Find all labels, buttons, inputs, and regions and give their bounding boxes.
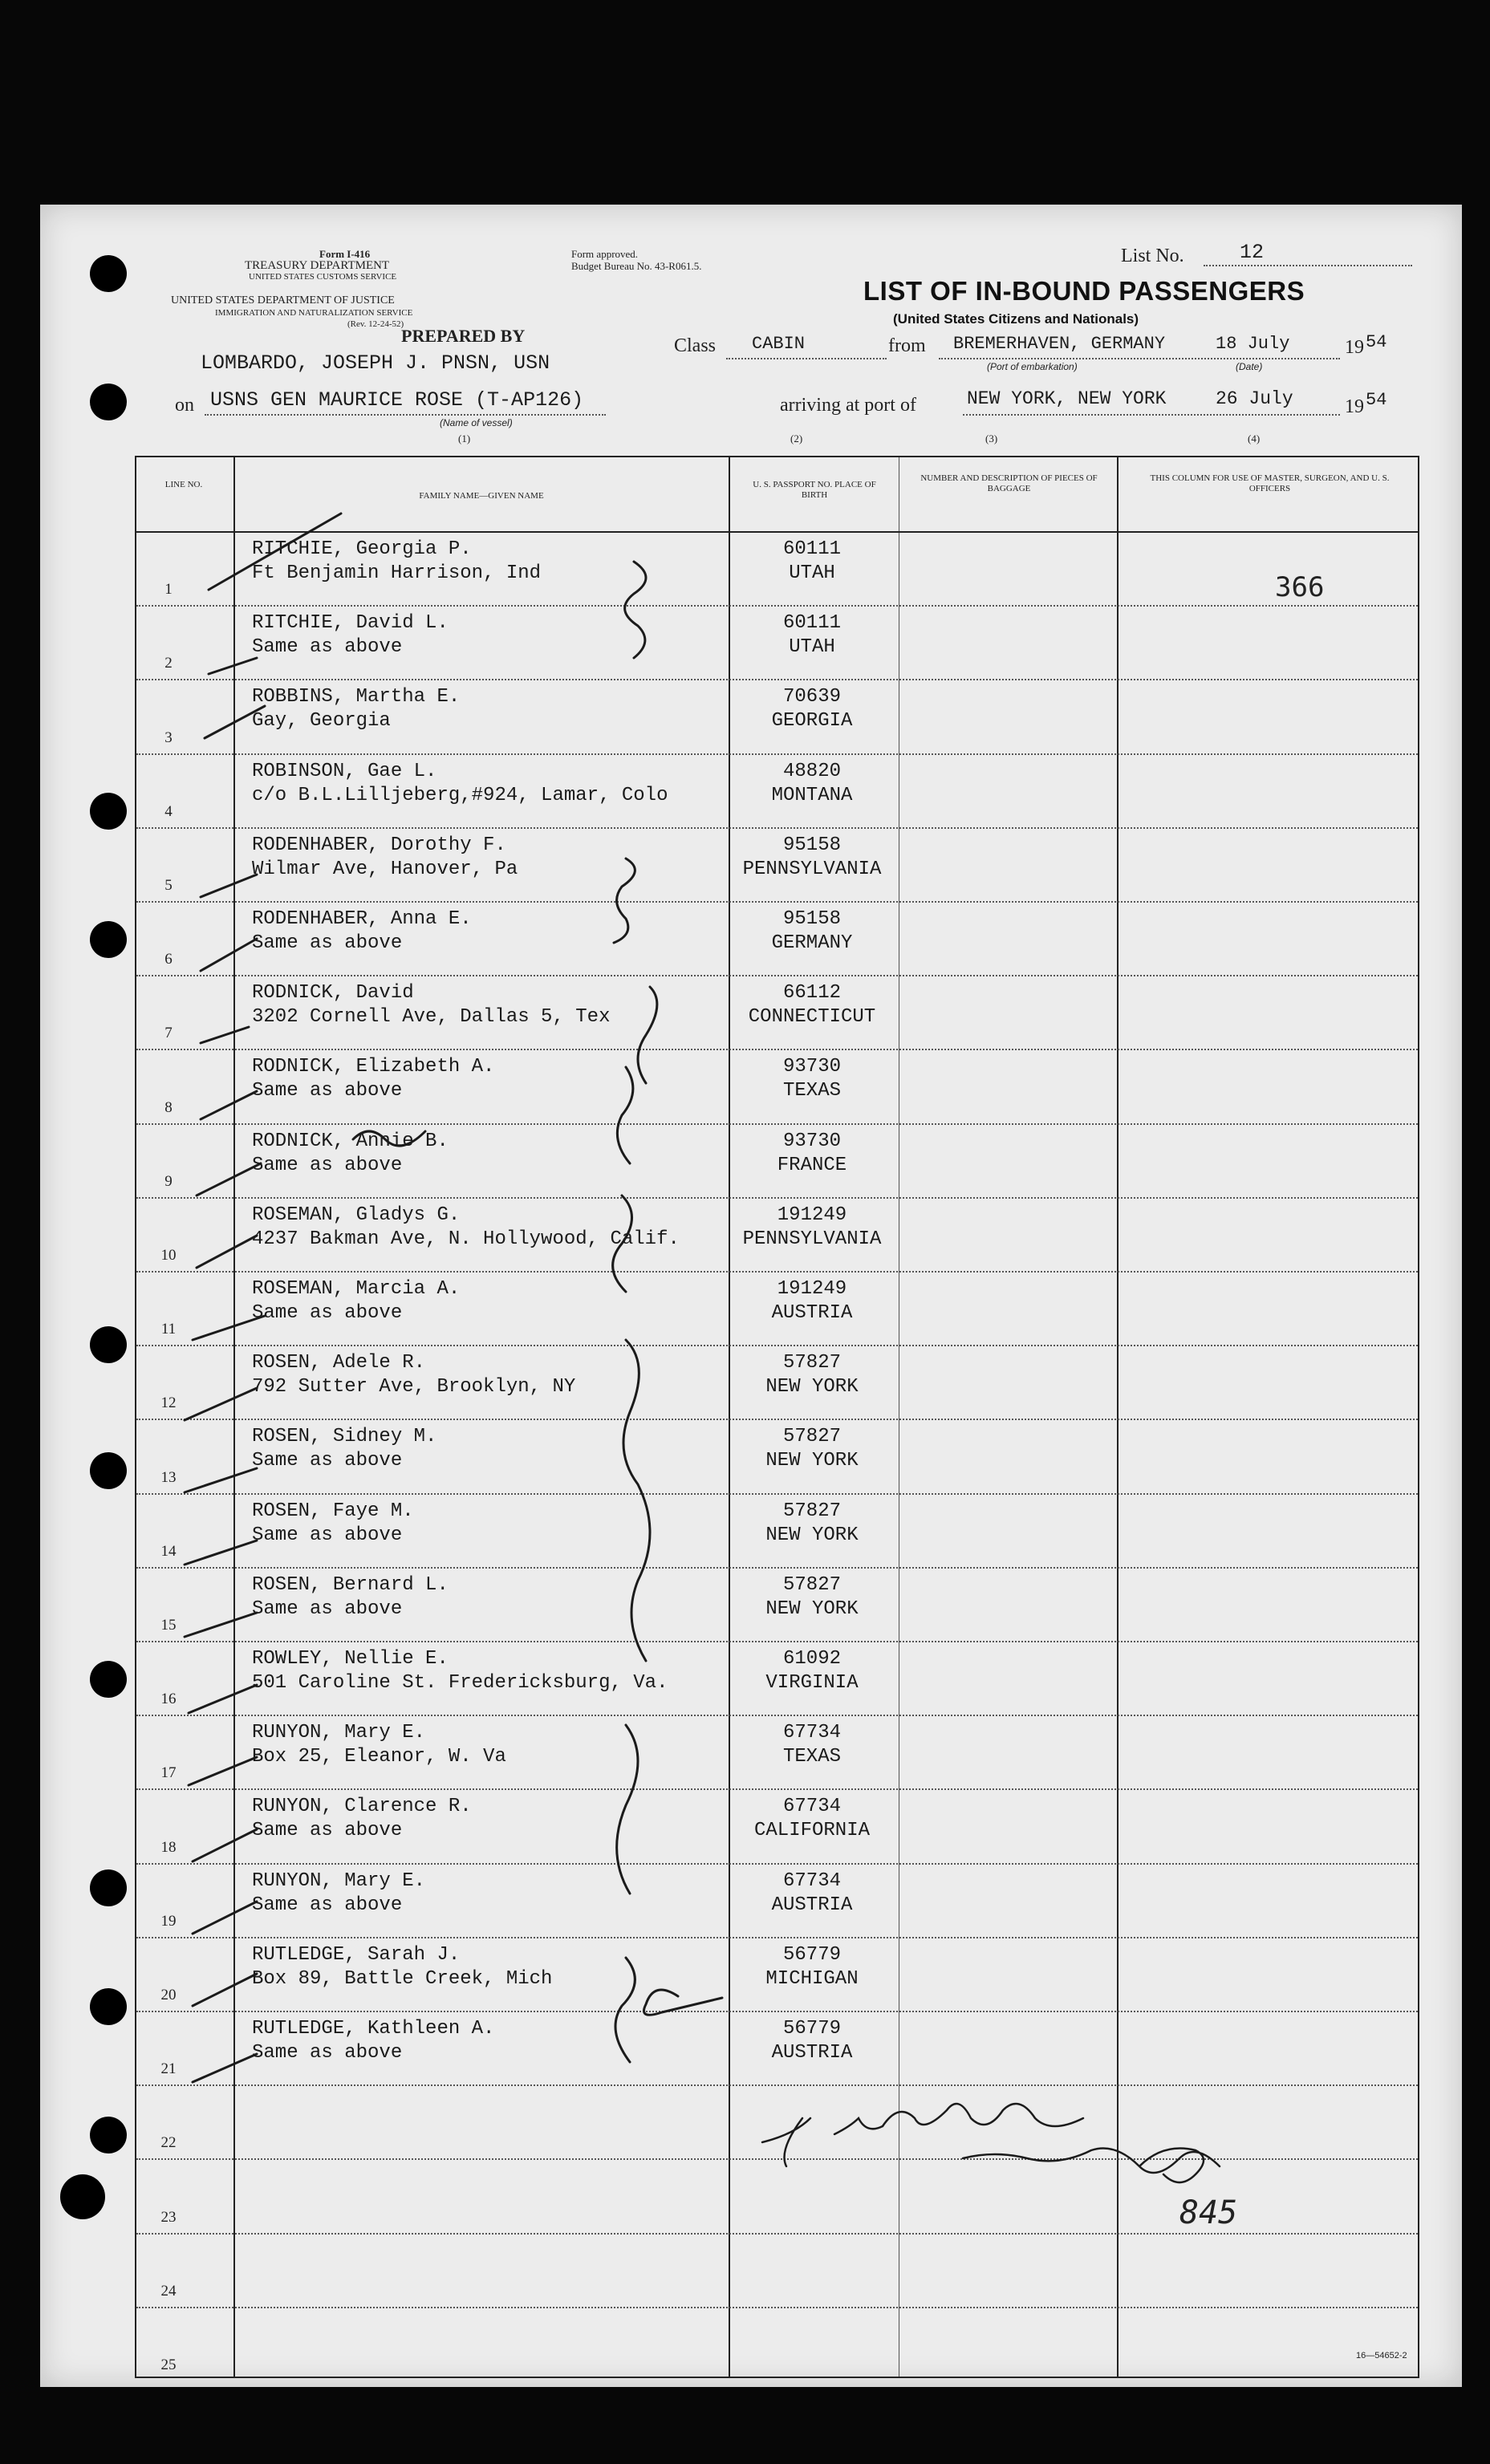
passport-number: 66112: [782, 982, 841, 1005]
table-row: [136, 1937, 1418, 2011]
row-divider: [136, 1863, 1418, 1865]
place-of-birth: AUSTRIA: [771, 1302, 853, 1324]
passport-number: 70639: [782, 686, 841, 708]
line-number: 16: [160, 1691, 177, 1708]
line-number: 15: [160, 1616, 177, 1634]
table-row: [136, 901, 1418, 975]
table-row: [136, 679, 1418, 753]
line-number: 23: [160, 2208, 177, 2226]
line-number: 10: [160, 1246, 177, 1264]
row-divider: [136, 2011, 1418, 2013]
row-divider: [136, 605, 1418, 607]
line-number: 4: [164, 802, 173, 820]
passenger-name: ROSEN, Adele R.: [252, 1352, 426, 1374]
row-divider: [136, 1271, 1418, 1273]
table-row: [136, 1641, 1418, 1715]
line-number: 11: [160, 1321, 177, 1338]
line-number: 18: [160, 1838, 177, 1856]
table-row: [136, 2233, 1418, 2307]
passenger-address: Same as above: [252, 1302, 403, 1324]
row-divider: [136, 679, 1418, 681]
place-of-birth: MICHIGAN: [765, 1967, 859, 1990]
prepared-by-value: LOMBARDO, JOSEPH J. PNSN, USN: [201, 351, 550, 375]
row-divider: [136, 1641, 1418, 1643]
row-divider: [136, 1123, 1418, 1126]
row-divider: [136, 1493, 1418, 1496]
arrival-date: 26 July: [1216, 388, 1293, 409]
passenger-name: ROWLEY, Nellie E.: [252, 1648, 449, 1670]
place-of-birth: NEW YORK: [765, 1597, 859, 1620]
year-prefix-2: 19: [1345, 396, 1364, 417]
revision: (Rev. 12-24-52): [347, 319, 404, 329]
passport-number: 57827: [782, 1352, 841, 1374]
line-number: 12: [160, 1394, 177, 1412]
passport-number: 57827: [782, 1573, 841, 1596]
line-number: 21: [160, 2060, 177, 2078]
from-value: BREMERHAVEN, GERMANY: [953, 334, 1166, 354]
line-number: 22: [160, 2134, 177, 2152]
passport-number: 56779: [782, 2018, 841, 2040]
place-of-birth: UTAH: [789, 562, 835, 584]
table-row: [136, 1197, 1418, 1271]
passenger-address: 4237 Bakman Ave, N. Hollywood, Calif.: [252, 1228, 680, 1250]
punch-hole: [90, 921, 127, 958]
line-number: 7: [164, 1025, 173, 1042]
table-row: [136, 2084, 1418, 2158]
passport-number: 191249: [777, 1204, 847, 1226]
passenger-address: Same as above: [252, 1597, 403, 1620]
line-number: 13: [160, 1468, 177, 1486]
table-row: [136, 1271, 1418, 1345]
place-of-birth: NEW YORK: [765, 1376, 859, 1398]
passenger-table: [135, 456, 1419, 2378]
place-of-birth: GEORGIA: [771, 710, 853, 733]
row-divider: [136, 827, 1418, 830]
year-prefix: 19: [1345, 337, 1364, 358]
from-line: [939, 358, 1340, 359]
line-number: 5: [164, 876, 173, 894]
doj: UNITED STATES DEPARTMENT OF JUSTICE: [171, 294, 395, 306]
passenger-name: ROBINSON, Gae L.: [252, 760, 437, 782]
line-number: 9: [164, 1172, 173, 1190]
from-label: from: [888, 335, 926, 356]
passport-number: 95158: [782, 834, 841, 856]
table-row: [136, 605, 1418, 679]
table-row: [136, 1863, 1418, 1937]
passport-number: 56779: [782, 1943, 841, 1966]
col-number-3: (3): [985, 432, 998, 444]
arrival-port: NEW YORK, NEW YORK: [967, 388, 1167, 409]
passenger-address: Same as above: [252, 1080, 403, 1102]
passenger-address: 792 Sutter Ave, Brooklyn, NY: [252, 1376, 576, 1398]
passport-number: 93730: [782, 1056, 841, 1078]
col-header-officers: THIS COLUMN FOR USE OF MASTER, SURGEON, AND U. S. OFFICERS: [1150, 473, 1390, 493]
punch-hole: [90, 1869, 127, 1906]
passport-number: 60111: [782, 612, 841, 635]
line-number: 19: [160, 1912, 177, 1930]
passenger-address: Box 89, Battle Creek, Mich: [252, 1967, 553, 1990]
table-row: [136, 1788, 1418, 1862]
passport-number: 67734: [782, 1869, 841, 1892]
row-divider: [136, 2233, 1418, 2235]
table-row: [136, 827, 1418, 901]
vessel-caption: (Name of vessel): [440, 417, 513, 428]
line-number: 8: [164, 1098, 173, 1116]
passenger-address: 501 Caroline St. Fredericksburg, Va.: [252, 1672, 668, 1694]
row-divider: [136, 1049, 1418, 1051]
passenger-name: RUTLEDGE, Sarah J.: [252, 1943, 461, 1966]
table-row: [136, 1567, 1418, 1641]
passport-number: 60111: [782, 538, 841, 560]
passenger-name: RODNICK, Elizabeth A.: [252, 1056, 495, 1078]
line-number: 14: [160, 1542, 177, 1560]
vessel-line: [205, 414, 606, 416]
place-of-birth: AUSTRIA: [771, 1894, 853, 1916]
line-number: 24: [160, 2282, 177, 2300]
passport-number: 95158: [782, 908, 841, 930]
punch-hole: [90, 255, 127, 292]
page-subtitle: (United States Citizens and Nationals): [893, 311, 1139, 327]
line-number: 2: [164, 655, 173, 672]
prepared-by-label: PREPARED BY: [401, 326, 526, 346]
line-number: 3: [164, 729, 173, 746]
passenger-name: RUNYON, Mary E.: [252, 1722, 426, 1744]
table-row: [136, 1049, 1418, 1122]
table-row: [136, 1419, 1418, 1492]
passenger-name: RITCHIE, Georgia P.: [252, 538, 472, 560]
row-divider: [136, 1197, 1418, 1200]
passenger-name: RUTLEDGE, Kathleen A.: [252, 2018, 495, 2040]
place-of-birth: MONTANA: [771, 784, 853, 806]
vessel-name: USNS GEN MAURICE ROSE (T-AP126): [210, 388, 584, 412]
passenger-address: Wilmar Ave, Hanover, Pa: [252, 858, 518, 880]
passport-number: 48820: [782, 760, 841, 782]
punch-hole: [90, 2117, 127, 2153]
passenger-name: ROSEN, Bernard L.: [252, 1573, 449, 1596]
passenger-address: Same as above: [252, 932, 403, 954]
row-divider: [136, 753, 1418, 756]
line-number: 1: [164, 581, 173, 599]
ins: IMMIGRATION AND NATURALIZATION SERVICE: [215, 308, 413, 318]
row-divider: [136, 2158, 1418, 2161]
row-divider: [136, 1419, 1418, 1421]
officer-number: 366: [1275, 571, 1325, 603]
table-row: [136, 975, 1418, 1049]
punch-hole: [90, 384, 127, 420]
place-of-birth: NEW YORK: [765, 1450, 859, 1472]
from-year: 54: [1366, 332, 1387, 352]
passenger-address: 3202 Cornell Ave, Dallas 5, Tex: [252, 1006, 611, 1029]
table-row: [136, 1493, 1418, 1567]
arrival-year: 54: [1366, 390, 1387, 410]
punch-hole: [90, 1326, 127, 1363]
passenger-address: c/o B.L.Lilljeberg,#924, Lamar, Colo: [252, 784, 668, 806]
place-of-birth: TEXAS: [782, 1080, 841, 1102]
table-row: [136, 1345, 1418, 1419]
punch-hole: [90, 1988, 127, 2025]
col-header-name: FAMILY NAME—GIVEN NAME: [419, 491, 544, 501]
class-value: CABIN: [752, 334, 806, 354]
passport-number: 67734: [782, 1796, 841, 1818]
date-caption: (Date): [1236, 361, 1263, 372]
col-number-2: (2): [790, 432, 803, 444]
passenger-name: RODENHABER, Anna E.: [252, 908, 472, 930]
place-of-birth: AUSTRIA: [771, 2042, 853, 2064]
place-of-birth: CALIFORNIA: [753, 1820, 871, 1842]
line-number: 20: [160, 1986, 177, 2003]
table-row: [136, 1715, 1418, 1788]
passenger-name: ROSEMAN, Gladys G.: [252, 1204, 461, 1226]
line-number: 6: [164, 951, 173, 968]
passenger-address: Gay, Georgia: [252, 710, 391, 733]
budget-bureau: Budget Bureau No. 43-R061.5.: [571, 260, 702, 272]
passenger-address: Same as above: [252, 1820, 403, 1842]
row-divider: [136, 1788, 1418, 1791]
list-no-line: [1204, 265, 1412, 266]
col-number-1: (1): [458, 432, 471, 444]
passenger-address: Same as above: [252, 1450, 403, 1472]
place-of-birth: UTAH: [789, 636, 835, 659]
footer-code: 16—54652-2: [1356, 2351, 1407, 2360]
col-header-line: LINE NO.: [164, 480, 203, 489]
line-number: 25: [160, 2356, 177, 2373]
passenger-address: Ft Benjamin Harrison, Ind: [252, 562, 542, 584]
on-label: on: [175, 395, 194, 416]
passport-number: 191249: [777, 1278, 847, 1300]
row-divider: [136, 1345, 1418, 1347]
col-header-passport: U. S. PASSPORT NO. PLACE OF BIRTH: [753, 480, 876, 500]
passenger-name: RODNICK, Annie B.: [252, 1130, 449, 1152]
place-of-birth: PENNSYLVANIA: [742, 1228, 882, 1250]
table-row: [136, 1123, 1418, 1197]
table-row: [136, 2011, 1418, 2084]
passenger-address: Same as above: [252, 1894, 403, 1916]
place-of-birth: FRANCE: [777, 1154, 847, 1176]
arrival-line: [963, 414, 1340, 416]
row-divider: [136, 901, 1418, 903]
table-row: [136, 2307, 1418, 2381]
passenger-address: Same as above: [252, 636, 403, 659]
passport-number: 93730: [782, 1130, 841, 1152]
row-divider: [136, 2084, 1418, 2087]
customs-service: UNITED STATES CUSTOMS SERVICE: [249, 272, 397, 282]
place-of-birth: NEW YORK: [765, 1524, 859, 1546]
place-of-birth: VIRGINIA: [765, 1672, 859, 1694]
port-caption: (Port of embarkation): [987, 361, 1078, 372]
punch-hole: [60, 2174, 105, 2219]
treasury-dept: TREASURY DEPARTMENT: [245, 259, 390, 272]
place-of-birth: TEXAS: [782, 1746, 841, 1768]
passenger-name: ROBBINS, Martha E.: [252, 686, 461, 708]
row-divider: [136, 1567, 1418, 1569]
passenger-name: ROSEMAN, Marcia A.: [252, 1278, 461, 1300]
punch-hole: [90, 793, 127, 830]
passenger-address: Same as above: [252, 1524, 403, 1546]
passenger-name: ROSEN, Faye M.: [252, 1500, 414, 1522]
row-divider: [136, 2307, 1418, 2309]
punch-hole: [90, 1661, 127, 1698]
page-title: LIST OF IN-BOUND PASSENGERS: [863, 276, 1305, 306]
passenger-name: ROSEN, Sidney M.: [252, 1426, 437, 1448]
passport-number: 67734: [782, 1722, 841, 1744]
table-row: [136, 531, 1418, 605]
bottom-number: 845: [1179, 2194, 1238, 2231]
passenger-address: Box 25, Eleanor, W. Va: [252, 1746, 506, 1768]
passenger-name: RUNYON, Clarence R.: [252, 1796, 472, 1818]
arriving-label: arriving at port of: [780, 395, 916, 416]
passenger-name: RODENHABER, Dorothy F.: [252, 834, 506, 856]
class-label: Class: [674, 335, 717, 356]
passport-number: 57827: [782, 1500, 841, 1522]
passport-number: 61092: [782, 1648, 841, 1670]
passenger-address: Same as above: [252, 2042, 403, 2064]
passenger-name: RITCHIE, David L.: [252, 612, 449, 635]
list-no-label: List No.: [1121, 246, 1184, 266]
table-row: [136, 753, 1418, 827]
place-of-birth: PENNSYLVANIA: [742, 858, 882, 880]
row-divider: [136, 975, 1418, 977]
punch-hole: [90, 1452, 127, 1489]
line-number: 17: [160, 1764, 177, 1782]
passenger-name: RODNICK, David: [252, 982, 414, 1005]
from-date: 18 July: [1216, 334, 1290, 354]
passenger-name: RUNYON, Mary E.: [252, 1869, 426, 1892]
place-of-birth: CONNECTICUT: [748, 1006, 876, 1029]
form-number: Form I-416: [319, 248, 371, 260]
col-header-baggage: NUMBER AND DESCRIPTION OF PIECES OF BAGGAGE: [920, 473, 1098, 493]
row-divider: [136, 1715, 1418, 1717]
passenger-address: Same as above: [252, 1154, 403, 1176]
form-approved: Form approved.: [571, 248, 639, 260]
place-of-birth: GERMANY: [771, 932, 853, 954]
passport-number: 57827: [782, 1426, 841, 1448]
class-line: [726, 358, 887, 359]
row-divider: [136, 1937, 1418, 1939]
col-number-4: (4): [1248, 432, 1261, 444]
list-no-value: 12: [1240, 241, 1265, 264]
